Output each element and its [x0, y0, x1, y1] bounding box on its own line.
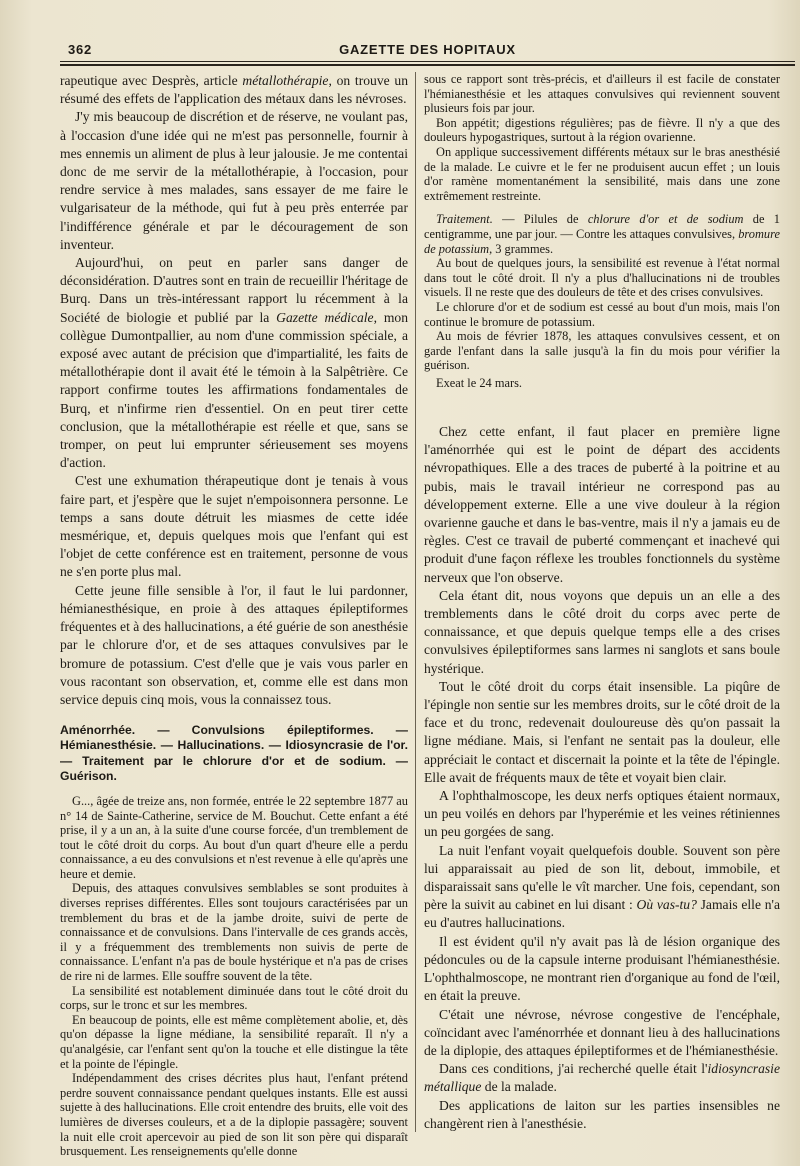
paragraph — [424, 1060, 780, 1096]
text-run: La nuit l'enfant voyait quelquefois double. Souvent son père lui apparaissait au pied de son lit, debout, immobile, et disparaissait sans qu'elle le vît marcher. Une fois, cependant, son père la suivit au cabinet en lui disant : — [424, 842, 780, 913]
case-paragraph — [424, 329, 780, 373]
case-paragraph — [424, 116, 780, 145]
text-run: Indépendamment des crises décrites plus haut, l'enfant prétend perdre souvent connaissance pendant quelques instants. Elle est aussi sujette à des hallucinations. Elle croit entendre des bruits, elle voit des lumières de diverses couleurs, et a de la diplopie passagère; souvent la nuit elle croit apercevoir au pied de son lit son père qui disparaît brusquement. Les renseignements qu'elle donne — [60, 1071, 408, 1159]
italic-text: Gazette médicale — [276, 309, 374, 325]
text-run: , mon collègue Dumontpallier, au nom d'une commission spéciale, a exposé avec autant de précision que d'impartialité, les faits de métallothérapie dont il avait été le témoin à la Salpêtrière. Ce rapport confirme toutes les affirmations fondamentales de Burq, et n'infirme rien d'essentiel. On en peut tirer cette conclusion, que la métallothérapie est réelle et que, sans se tromper, on peut lui emprunter sérieusement ses moyens d'action. — [60, 309, 408, 471]
column-divider — [415, 72, 416, 1132]
text-run: Dans ces conditions, j'ai recherché quelle était l' — [439, 1061, 708, 1077]
italic-text: bromure de potassium — [424, 226, 780, 256]
case-paragraph — [60, 794, 408, 882]
text-run: C'est une exhumation thérapeutique dont je tenais à vous faire part, et j'espère que le sujet n'empoisonnera personne. Le temps a sans doute détruit les miasmes de cette idée mesmérique, et, depuis quelques mois que l'enfant qui est l'objet de cette conférence est en traitement, personne de vous ne s'en porte plus mal. — [60, 473, 408, 580]
text-run: , on trouve un résumé des effets de l'application des métaux dans les névroses. — [60, 73, 408, 107]
paragraph — [60, 108, 408, 254]
journal-title: GAZETTE DES HOPITAUX — [339, 42, 516, 57]
text-run: de 1 centigramme, une par jour. — Contre les attaques convulsives, — [424, 212, 780, 241]
text-run: Cela étant dit, nous voyons que depuis un an elle a des tremblements dans le côté droit du corps avec perte de connaissance, et que depuis quelque temps elle a des crises convulsives épileptiformes sans larmes ni sanglots et sans boule hystérique. — [424, 587, 780, 676]
text-run: , 3 grammes. — [489, 241, 554, 256]
paragraph — [424, 842, 780, 933]
text-run: La sensibilité est notablement diminuée dans tout le côté droit du corps, sur le tronc et sur les membres. — [60, 983, 408, 1013]
text-run: En beaucoup de points, elle est même complètement abolie, et, dès qu'on dépasse la ligne médiane, la sensibilité reparaît. Il n'y a qu'analgésie, car l'enfant sent qu'on la touche et elle distingue la tête et la pointe de l'épingle. — [60, 1012, 408, 1071]
text-run: sous ce rapport sont très-précis, et d'ailleurs il est facile de constater l'hémianesthésie et les attaques convulsives qui reviennent souvent plusieurs fois par jour. — [424, 72, 780, 116]
italic-text: idiosyncrasie métallique — [424, 1061, 780, 1095]
paragraph — [60, 254, 408, 472]
text-run: A l'ophthalmoscope, les deux nerfs optiques étaient normaux, un peu voilés en dehors par l'hyperémie et les veines rétiniennes un peu gorgées de sang. — [424, 788, 780, 840]
exeat-line — [424, 376, 780, 391]
paragraph — [424, 1097, 780, 1133]
text-run: G..., âgée de treize ans, non formée, entrée le 22 septembre 1877 au n° 14 de Sainte-Catherine, service de M. Bouchut. Cette enfant a été prise, il y a un an, à la suite d'une course forcée, d'un tremblement de tout le côté droit du corps. Au bout d'un quart d'heure elle a perdu connaissance, a eu des convulsions et n'est revenue à elle qu'après une heure et demie. — [60, 793, 408, 881]
text-run: Il est évident qu'il n'y avait pas là de lésion organique des pédoncules ou de la capsule interne produisant l'hémianesthésie. L'ophthalmoscope, ne montrant rien d'organique au fond de l'œil, en était la preuve. — [424, 933, 780, 1004]
case-paragraph — [424, 145, 780, 203]
case-paragraph — [60, 881, 408, 983]
text-run: Des applications de laiton sur les parties insensibles ne changèrent rien à l'anesthésie. — [424, 1097, 780, 1131]
right-column-case — [424, 72, 780, 390]
text-run: de la malade. — [481, 1079, 557, 1095]
text-run: — Pilules de — [492, 212, 588, 227]
paragraph — [424, 1006, 780, 1061]
text-run: Tout le côté droit du corps était insensible. La piqûre de l'épingle non sentie sur les membres droits, sur le côté droit de la face et du tronc, redevenait douloureuse dès qu'on passait la ligne médiane. Mais, si l'enfant ne sentait pas la douleur, elle appréciait le contact et discernait la pointe et la tête de l'épingle. Elle avait de fréquents maux de tête et voyait bien clair. — [424, 678, 780, 785]
italic-text: Traitement. — [436, 212, 493, 227]
page-number: 362 — [68, 42, 93, 57]
paragraph — [424, 787, 780, 842]
treatment-paragraph — [424, 212, 780, 256]
paragraph — [424, 933, 780, 1006]
text-run: C'était une névrose, névrose congestive de l'encéphale, coïncidant avec l'aménorrhée et donnant lieu à des hallucinations de la diplopie, des attaques épileptiformes et de l'hémianesthésie. — [424, 1006, 780, 1058]
text-run: Exeat le 24 mars. — [436, 375, 523, 390]
italic-text: Où vas-tu? — [636, 897, 697, 913]
text-run: J'y mis beaucoup de discrétion et de réserve, ne voulant pas, à l'occasion d'une idée qui ne m'est pas personnelle, fournir à mes ennemis un aliment de plus à leur jalousie. Je me contentai donc de me servir de la métallothérapie, à l'occasion, pour rendre service à mes malades, sans essayer de me faire le vulgarisateur de la méthode, qui fut à peu près enterrée par l'indifférence générale et par le découragement de son inventeur. — [60, 109, 408, 252]
paragraph — [60, 472, 408, 581]
paragraph — [424, 678, 780, 787]
page-header — [60, 38, 795, 60]
case-paragraph — [60, 1013, 408, 1071]
left-column — [60, 72, 408, 1159]
case-paragraph — [60, 1071, 408, 1159]
text-run: Cette jeune fille sensible à l'or, il faut le lui pardonner, hémianesthésique, en proie à des attaques épileptiformes fréquentes et à des hallucinations, a été guérie de son anesthésie par le chlorure d'or, et de ses attaques convulsives par le bromure de potassium. C'est d'elle que je vais vous parler en vous racontant son observation, et, comme elle est dans mon service depuis cinq mois, vous la connaissez tous. — [60, 582, 408, 707]
text-run: Depuis, des attaques convulsives semblables se sont produites à diverses reprises différentes. Elles sont toujours caractérisées par un tremblement du bras et de la jambe droite, suivi de perte de connaissance et de convulsions. Dans l'intervalle de ces grands accès, il y a fréquemment des tremblements non suivis de perte de connaissance. L'enfant n'a pas de boule hystérique et n'a pas de crises de rire ni de larmes. Elle souffre souvent de la tête. — [60, 881, 408, 984]
paragraph — [424, 423, 780, 587]
text-run: Au mois de février 1878, les attaques convulsives cessent, et on garde l'enfant dans la salle jusqu'à la fin du mois pour vérifier la guérison. — [424, 329, 780, 373]
text-run: Bon appétit; digestions régulières; pas de fièvre. Il n'y a que des douleurs hypogastriques, surtout à la région ovarienne. — [424, 115, 780, 145]
header-rule-thick — [60, 64, 795, 66]
header-rule — [60, 61, 795, 62]
paragraph — [60, 72, 408, 108]
text-run: Jamais elle n'a eu d'autres hallucinations. — [424, 897, 781, 931]
case-paragraph — [424, 256, 780, 300]
case-heading: Aménorrhée. — Convulsions épileptiformes. — Hémianesthésie. — Hallucinations. — Idiosyncrasie de l'or. — Traitement par le chlorure d'or et de sodium. — Guérison. — [60, 723, 408, 783]
text-run: On applique successivement différents métaux sur le bras anesthésié de la malade. Le cuivre et le fer ne produisent aucun effet ; un louis d'or ramène momentanément la sensibilité, mais dans une zone extrêmement restreinte. — [424, 144, 780, 203]
text-run: rapeutique avec Desprès, article — [60, 73, 243, 88]
italic-text: chlorure d'or et de sodium — [587, 212, 744, 227]
paragraph — [60, 582, 408, 709]
text-run: Au bout de quelques jours, la sensibilité est revenue à l'état normal dans tout le côté droit. Il n'y a plus d'hallucinations ni de troubles visuels. Il ne reste que des douleurs de tête et des crises convulsives. — [424, 256, 780, 300]
paragraph — [424, 587, 780, 678]
right-column-commentary — [424, 423, 780, 1133]
text-run: Aujourd'hui, on peut en parler sans danger de déconsidération. D'autres sont en train de recueillir l'héritage de Burq. Dans un très-intéressant rapport lu récemment à la Société de biologie et publié par la — [60, 255, 408, 325]
case-paragraph — [424, 72, 780, 116]
case-paragraph — [60, 984, 408, 1013]
text-run: Chez cette enfant, il faut placer en première ligne l'aménorrhée qui est le point de départ des accidents névropathiques. Elle a des traces de puberté à la poitrine et au pubis, mais le travail intérieur ne correspond pas au développement externe. Elle a une vive douleur à la région ovarienne gauche et dans le bas-ventre, mais il n'y a jamais eu de règles. C'est ce travail de puberté commençant et inachevé qui produit d'une façon réflexe les troubles fonctionnels du système nerveux que l'on observe. — [424, 424, 780, 585]
text-run: Le chlorure d'or et de sodium est cessé au bout d'un mois, mais l'on continue le bromure de potassium. — [424, 299, 780, 329]
case-paragraph — [424, 300, 780, 329]
italic-text: métallothérapie — [242, 73, 329, 88]
